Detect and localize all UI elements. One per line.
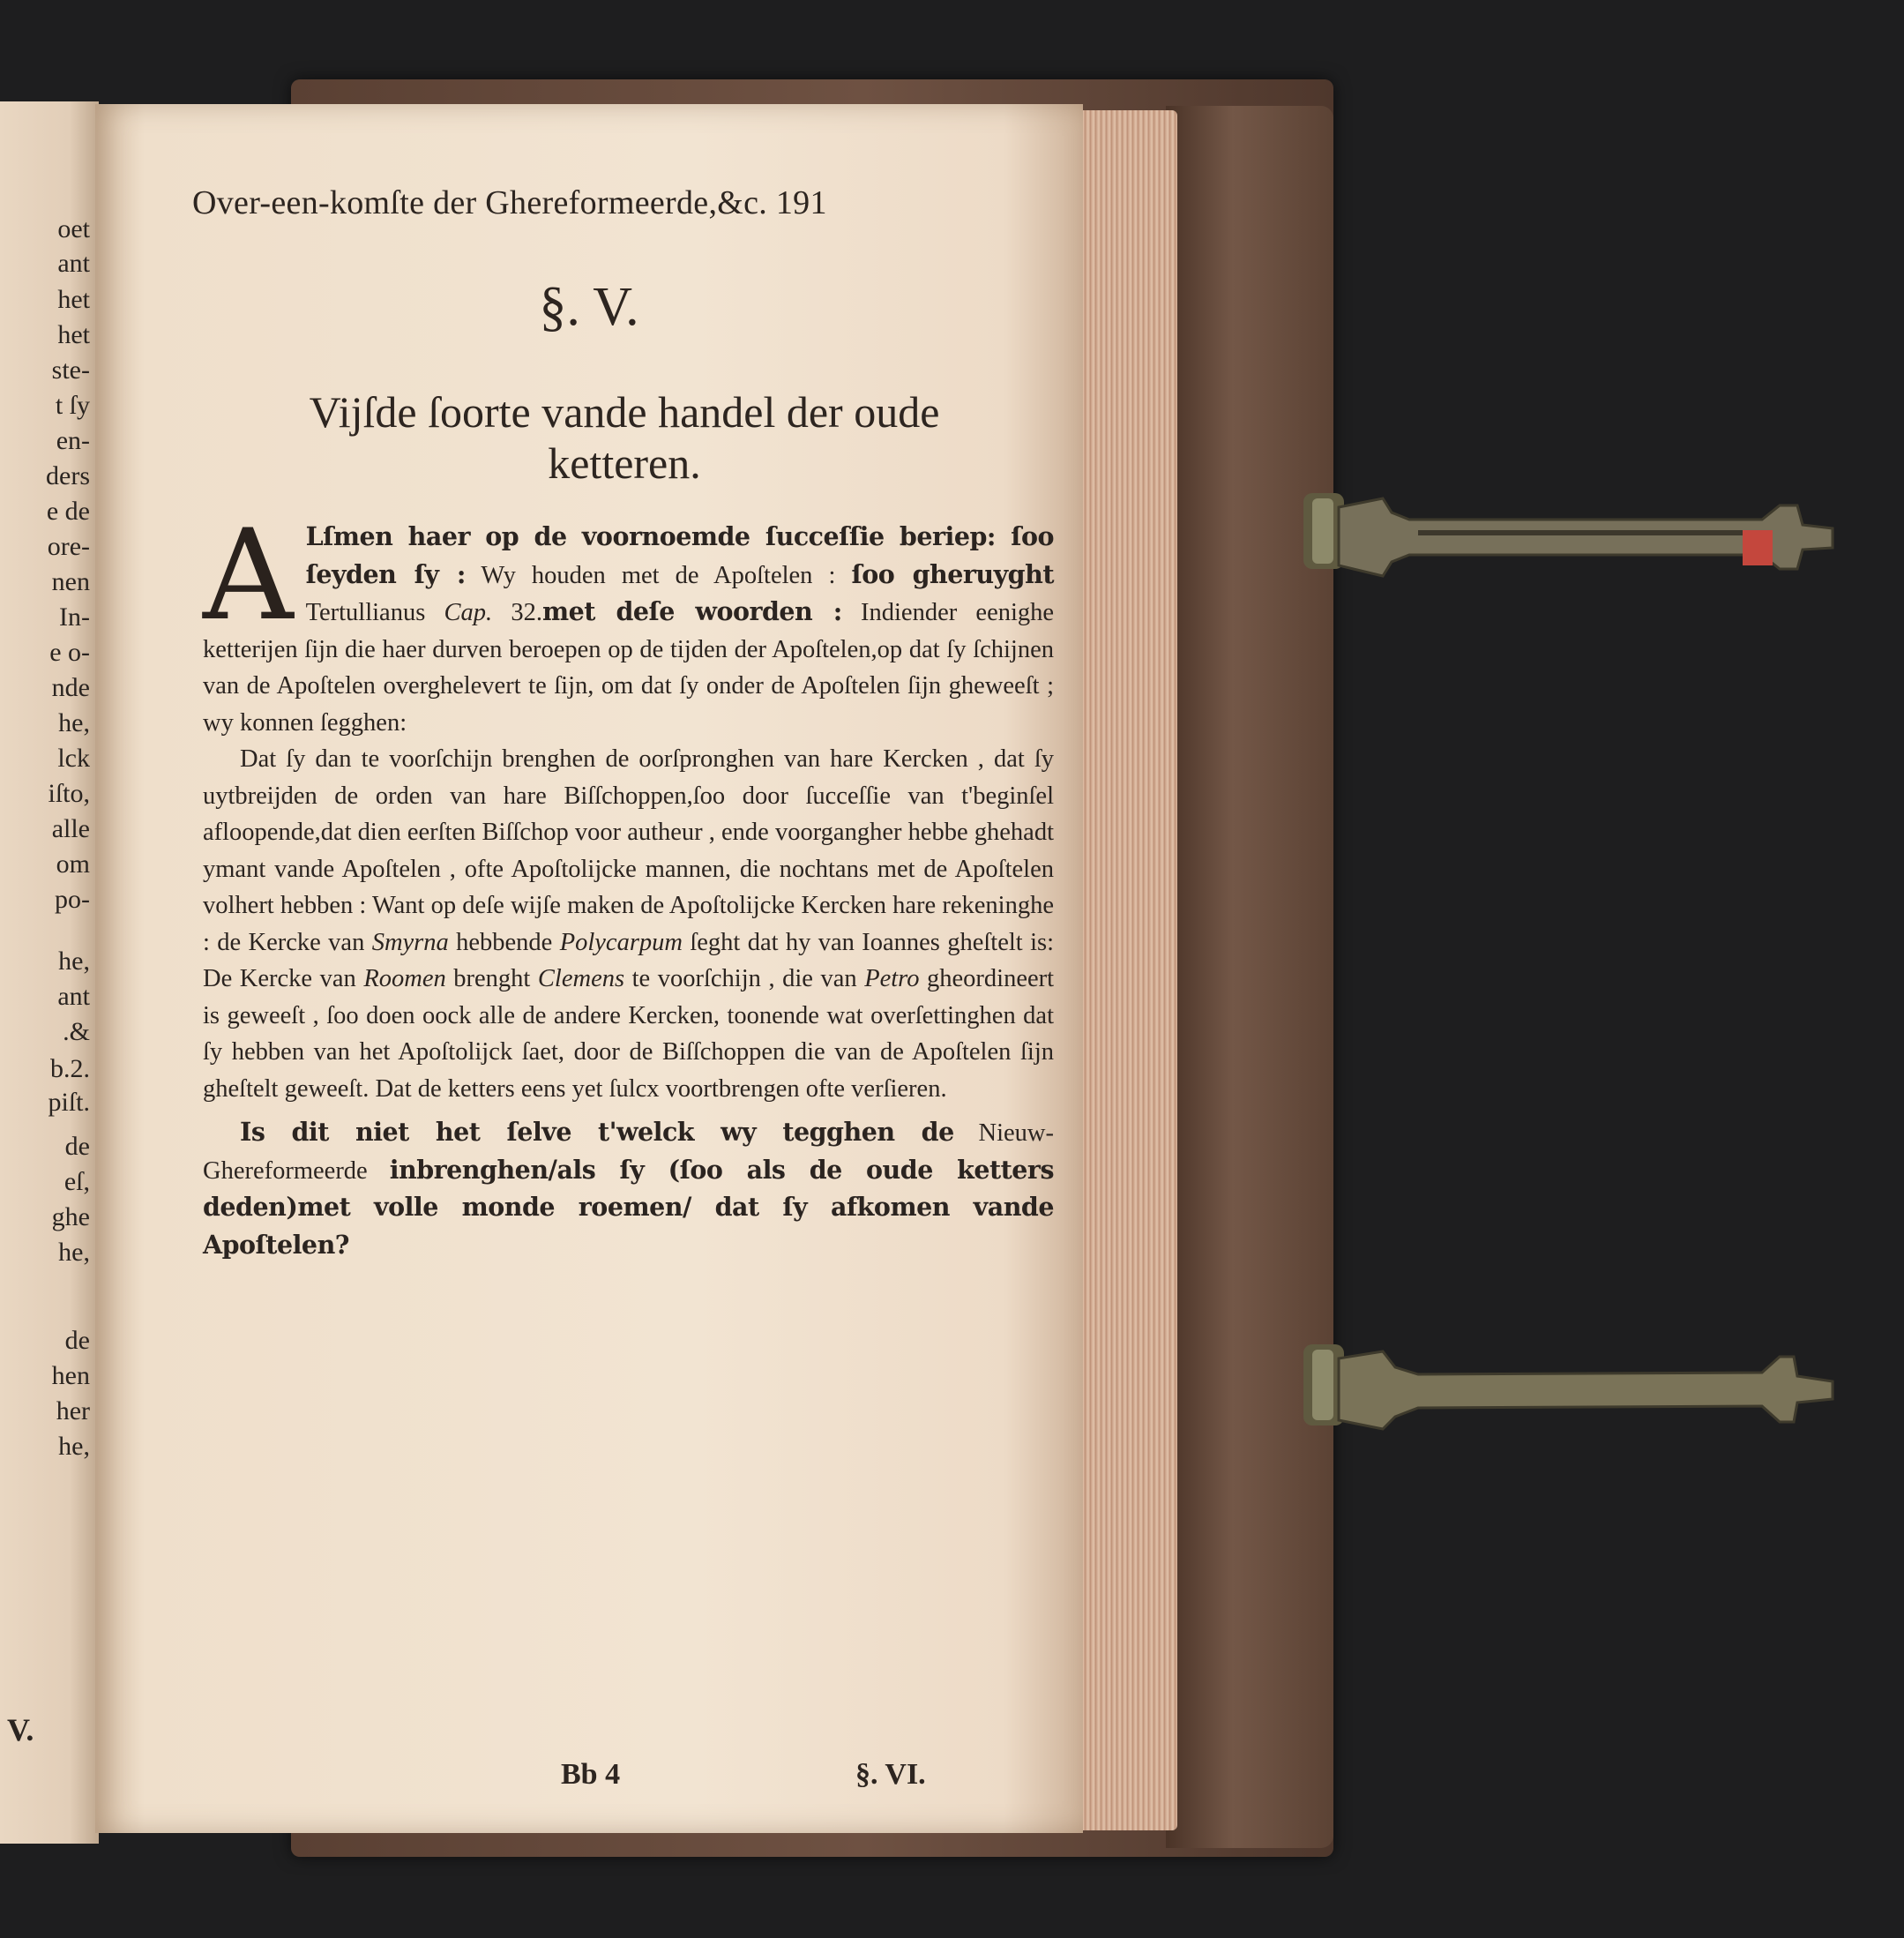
person-name: Clemens [537,965,625,992]
left-page-line-fragment: ghe [51,1202,90,1231]
quoted-text: gheordineert is geweeſt , ſoo doen oock alle de andere Kercken, toonende wat overſettinghen dat ſy hebben van het Apoſtolijck ſaet, door de Biſſchoppen die van de Apoſtelen ſijn gheſtelt geweeſt. Dat de ketters eens yet ſulcx voortbrengen ofte verſieren. [203,965,1055,1103]
book-cover-edge [1166,106,1333,1848]
left-page-line-fragment: In- [59,602,90,632]
left-page-line-fragment: he, [58,1432,90,1461]
left-facing-page [0,101,99,1844]
left-page-line-fragment: he, [58,708,90,737]
left-page-line-fragment: .& [63,1017,90,1046]
left-page-line-fragment: hen [51,1361,90,1390]
signature-mark: Bb 4 [561,1758,621,1791]
quoted-text: brenght [453,965,531,992]
left-page-line-fragment: he, [58,1238,90,1267]
paragraph-3 [203,1114,1054,1264]
place-name: Roomen [363,965,446,992]
left-page-line-fragment: het [57,320,90,349]
person-name: Petro [864,965,920,992]
chapter-title [201,386,1048,489]
citation-number: 32. [511,599,542,626]
left-page-line-fragment: he, [58,947,90,976]
chapter-title-line-2: ketteren. [548,438,701,488]
citation-text: Cap. [444,599,493,626]
drop-cap: A [203,503,294,648]
left-page-line-fragment: piſt. [48,1088,90,1117]
left-page-line-fragment: iſto, [48,779,90,808]
left-page-line-fragment: lck [57,744,90,773]
left-page-line-fragment: de [64,1326,90,1355]
left-page-line-fragment: het [57,285,90,314]
left-page-line-fragment: nen [51,567,90,596]
quoted-text: Dat ſy dan te voorſchijn brenghen de oorſpronghen van hare Kercken , dat ſy uytbreijden de orden van hare Biſſchoppen,ſoo door ſucceſſie van t'beginſel afloopende,dat dien eerſten Biſſchop voor autheur , ende voorgangher hebbe ghehadt ymant vande Apoſtelen , ofte Apoſtolijcke mannen, die nochtans met de Apoſtelen volhert hebben : Want op deſe wijſe maken de Apoſtolijcke Kercken hare rekeninghe : de Kercke van [203,745,1054,956]
roman-text: Nieuw-Ghereformeerde [203,1119,1055,1185]
left-page-line-fragment: t ſy [55,391,90,420]
blackletter-text: Lſmen haer op de voornoemde ſucceſſie beriep: ſoo ſeyden ſy : [305,521,1054,589]
place-name: Smyrna [371,928,449,956]
right-page [95,104,1083,1833]
catchword: §. VI. [855,1758,926,1791]
quoted-text: hebbende [456,928,553,956]
lower-clasp [1303,1332,1850,1438]
left-page-line-fragment: ore- [47,532,90,561]
section-heading: §. V. [539,277,639,337]
blackletter-text: ſoo gheruyght [851,558,1054,589]
left-page-line-fragment: eſ, [63,1167,90,1196]
left-page-line-fragment: e de [46,497,90,526]
left-page-line-fragment: ders [46,461,90,490]
blackletter-text: inbrenghen/als ſy (ſoo als de oude ketters deden)met volle monde roemen/ dat ſy afkomen vande Apoſtelen? [203,1154,1054,1260]
left-page-line-fragment: b.2. [50,1054,90,1083]
left-page-line-fragment: en- [56,426,90,455]
running-head: Over-een-komſte der Ghereformeerde,&c. 191 [192,184,827,221]
left-page-line-fragment: ant [57,249,90,278]
left-page-line-fragment: po- [55,885,90,914]
left-page-line-fragment: ant [57,982,90,1011]
author-name: Tertullianus [305,599,426,626]
roman-text: Wy houden met de Apoſtelen : [481,561,836,589]
left-page-line-fragment: ste- [51,355,90,385]
blackletter-text: Is dit niet het ſelve t'welck wy tegghen de [240,1117,954,1147]
quoted-text: ſeght dat hy van Ioannes gheſtelt is: De Kercke van [203,928,1054,992]
left-page-catchword: V. [7,1712,34,1747]
left-page-line-fragment: de [64,1132,90,1161]
person-name: Polycarpum [559,928,683,956]
quoted-text: Indiender eenighe ketterijen ſijn die haer durven beroepen op de tijden der Apoſtelen,op dat ſy ſchijnen van de Apoſtelen overghelevert te ſijn, om dat ſy onder de Apoſtelen ſijn gheweeſt ; wy konnen ſegghen: [203,599,1055,737]
left-page-line-fragment: oet [57,214,90,243]
paragraph-2 [203,741,1054,1107]
left-page-line-fragment: alle [51,814,90,843]
upper-clasp [1303,481,1850,587]
page-block-edge [1080,110,1177,1830]
blackletter-text: met deſe woorden : [542,596,842,626]
left-page-line-fragment: nde [51,673,90,702]
body-text [203,503,1055,1264]
quoted-text: te voorſchijn , die van [631,965,857,992]
left-page-line-fragment: her [56,1396,90,1425]
paragraph-1 [203,503,1055,741]
left-page-line-fragment: om [56,849,90,879]
chapter-title-line-1: Vijſde ſoorte vande handel der oude [309,387,940,437]
left-page-line-fragment: e o- [49,638,90,667]
